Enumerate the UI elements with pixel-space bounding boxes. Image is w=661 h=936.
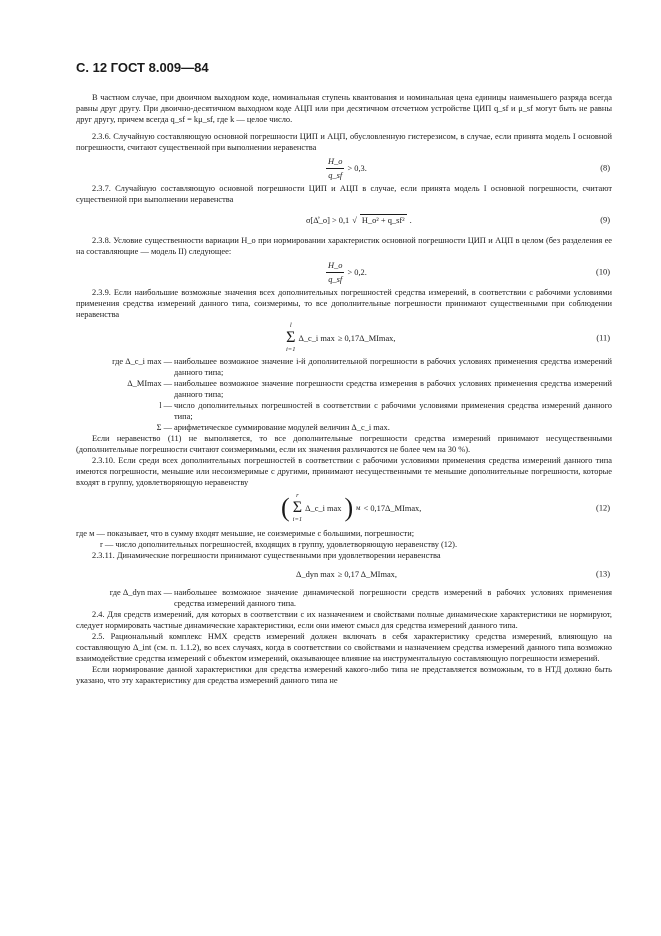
legend-13 <box>76 587 612 609</box>
paragraph: Если неравенство (11) не выполняется, то все дополнительные погрешности средства измерений принимают несущественными (дополнительные погрешности считают соизмеримыми, если их значения различаются не более чем на 30 %). <box>76 434 612 454</box>
equation-number: (10) <box>596 267 610 277</box>
sigma-icon: Σ <box>292 499 303 516</box>
sum-lower: i=1 <box>292 516 303 523</box>
paragraph: 2.3.6. Случайную составляющую основной погрешности ЦИП и АЦП, обусловленную гистерезисом, в случае, если принята модель I основной погрешности, считают существенной при выполнении неравенства <box>76 132 612 152</box>
paragraph: 2.3.9. Если наибольшие возможные значения всех дополнительных погрешностей средства измерений, в соответствии с рабочими условиями применения средства измерений данного типа, соизмеримы, то все дополнительные погрешности принимают существенными при соблюдении неравенства <box>76 288 612 319</box>
sum-term: Δ_c_i max <box>305 503 342 513</box>
paragraph: 2.3.11. Динамические погрешности принимают существенными при удовлетворении неравенства <box>92 551 441 560</box>
equation-number: (12) <box>596 503 610 513</box>
paragraph: r — число дополнительных погрешностей, входящих в группу, удовлетворяющую неравенству (12). <box>100 540 458 549</box>
formula-11 <box>76 320 612 356</box>
formula-10 <box>76 257 612 287</box>
equation-number: (8) <box>600 163 610 173</box>
denominator: q_sf <box>328 274 343 284</box>
left-paren: ( <box>281 493 290 522</box>
equation-number: (9) <box>600 215 610 225</box>
equation-number: (13) <box>596 569 610 579</box>
legend-symbol: l — <box>159 401 172 410</box>
right-paren: ) <box>344 493 354 522</box>
legend-11 <box>76 356 612 433</box>
formula-tail: . <box>409 215 412 225</box>
numerator: H_o <box>326 260 344 273</box>
formula-rhs: ≥ 0,17 Δ_MImax, <box>337 569 397 579</box>
page-header: С. 12 ГОСТ 8.009—84 <box>76 60 209 75</box>
radicand: H_o² + q_sf² <box>361 216 405 225</box>
summation <box>286 322 295 354</box>
legend-desc: наибольшее возможное значение динамической погрешности средств измерений в рабочих условиях применения средства измерений данного типа. <box>174 588 612 608</box>
paragraph: где м — показывает, что в сумму входят меньшие, не соизмеримые с большими, погрешности; <box>76 529 415 538</box>
paragraph: В частном случае, при двоичном выходном коде, номинальная ступень квантования и номинальная цена единицы наименьшего разряда всегда равны друг другу. При двоично-десятичном выходном коде АЦП или при десятичном отсчетном устройстве ЦИП q_sf и μ_sf могут быть не равны друг другу, причем всегда q_sf = kμ_sf, где k — целое число. <box>76 93 612 124</box>
sum-lower: i=1 <box>286 346 296 353</box>
sum-term: Δ_c_i max <box>298 333 335 343</box>
legend-symbol: где Δ_c_i max — <box>112 357 172 366</box>
fraction <box>326 260 344 285</box>
paragraph: Если нормирование данной характеристики для средства измерений какого-либо типа не представляется возможным, то в НТД должно быть указано, что эту характеристику для средства измерений данного типа не <box>76 665 612 685</box>
formula-lhs: σ[Δ̊_o] > 0,1 <box>306 215 350 225</box>
legend-symbol: Σ — <box>156 423 172 432</box>
sum-upper: r <box>296 492 299 499</box>
formula-8 <box>76 153 612 183</box>
formula-rhs: ≥ 0,17Δ_MImax, <box>337 333 396 343</box>
legend-symbol: где Δ_dyn max — <box>109 588 172 597</box>
formula-lhs: Δ_dyn max <box>296 569 335 579</box>
denominator: q_sf <box>328 170 343 180</box>
fraction <box>326 156 344 181</box>
summation <box>293 492 302 524</box>
formula-rhs: > 0,3. <box>347 163 367 173</box>
body-text <box>76 92 612 686</box>
sigma-icon: Σ <box>286 329 296 346</box>
paragraph: 2.5. Рациональный комплекс НМХ средств измерений должен включать в себя характеристику средства измерений, влияющую на составляющую Δ_int (см. п. 1.1.2), во всех случаях, когда в соответствии со свойствами и назначением средства измерений данного типа возможно взаимодействие средства измерений с объектом измерений, оказывающее влияние на инструментальную составляющую погрешности измерений. <box>76 632 612 663</box>
legend-desc: число дополнительных погрешностей в соответствии с рабочими условиями применения средства измерений данного типа; <box>174 401 612 421</box>
sum-upper: l <box>289 322 292 329</box>
sum-subscript: м <box>356 503 361 512</box>
numerator: H_o <box>326 156 344 169</box>
sqrt-sign: √ <box>352 215 357 225</box>
paragraph: 2.3.7. Случайную составляющую основной погрешности ЦИП и АЦП в случае, если принята модель I основной погрешности, считают существенной при выполнении неравенства <box>76 184 612 204</box>
formula-9 <box>76 205 612 235</box>
paragraph: 2.3.10. Если среди всех дополнительных погрешностей в соответствии с рабочими условиями применения средства измерений данного типа имеются погрешности, меньшие или несоизмеримые с другими, принимают несущественными те меньшие дополнительные погрешности, которые входят в группу, удовлетворяющую неравенству <box>76 456 612 487</box>
paragraph: 2.3.8. Условие существенности вариации H_o при нормировании характеристик основной погрешности ЦИП и АЦП в целом (без разделения ее на составляющие — модель II) следующее: <box>76 236 612 256</box>
legend-symbol: Δ_MImax — <box>127 379 172 388</box>
legend-desc: наибольшее возможное значение i-й дополнительной погрешности в рабочих условиях применения средства измерений данного типа; <box>174 357 612 377</box>
equation-number: (11) <box>596 333 610 343</box>
formula-rhs: > 0,2. <box>347 267 367 277</box>
formula-12 <box>76 488 612 528</box>
formula-rhs: < 0,17Δ_MImax, <box>363 503 422 513</box>
legend-desc: арифметическое суммирование модулей величин Δ_c_i max. <box>174 423 390 432</box>
formula-13 <box>76 561 612 587</box>
paragraph: 2.4. Для средств измерений, для которых в соответствии с их назначением и свойствами полные динамические характеристики не нормируют, следует нормировать частные динамические характеристики, если они имеют смысл для средства измерений данного типа. <box>76 610 612 630</box>
legend-desc: наибольшее возможное значение погрешности средства измерения в рабочих условиях применения средства измерений данного типа; <box>174 379 612 399</box>
